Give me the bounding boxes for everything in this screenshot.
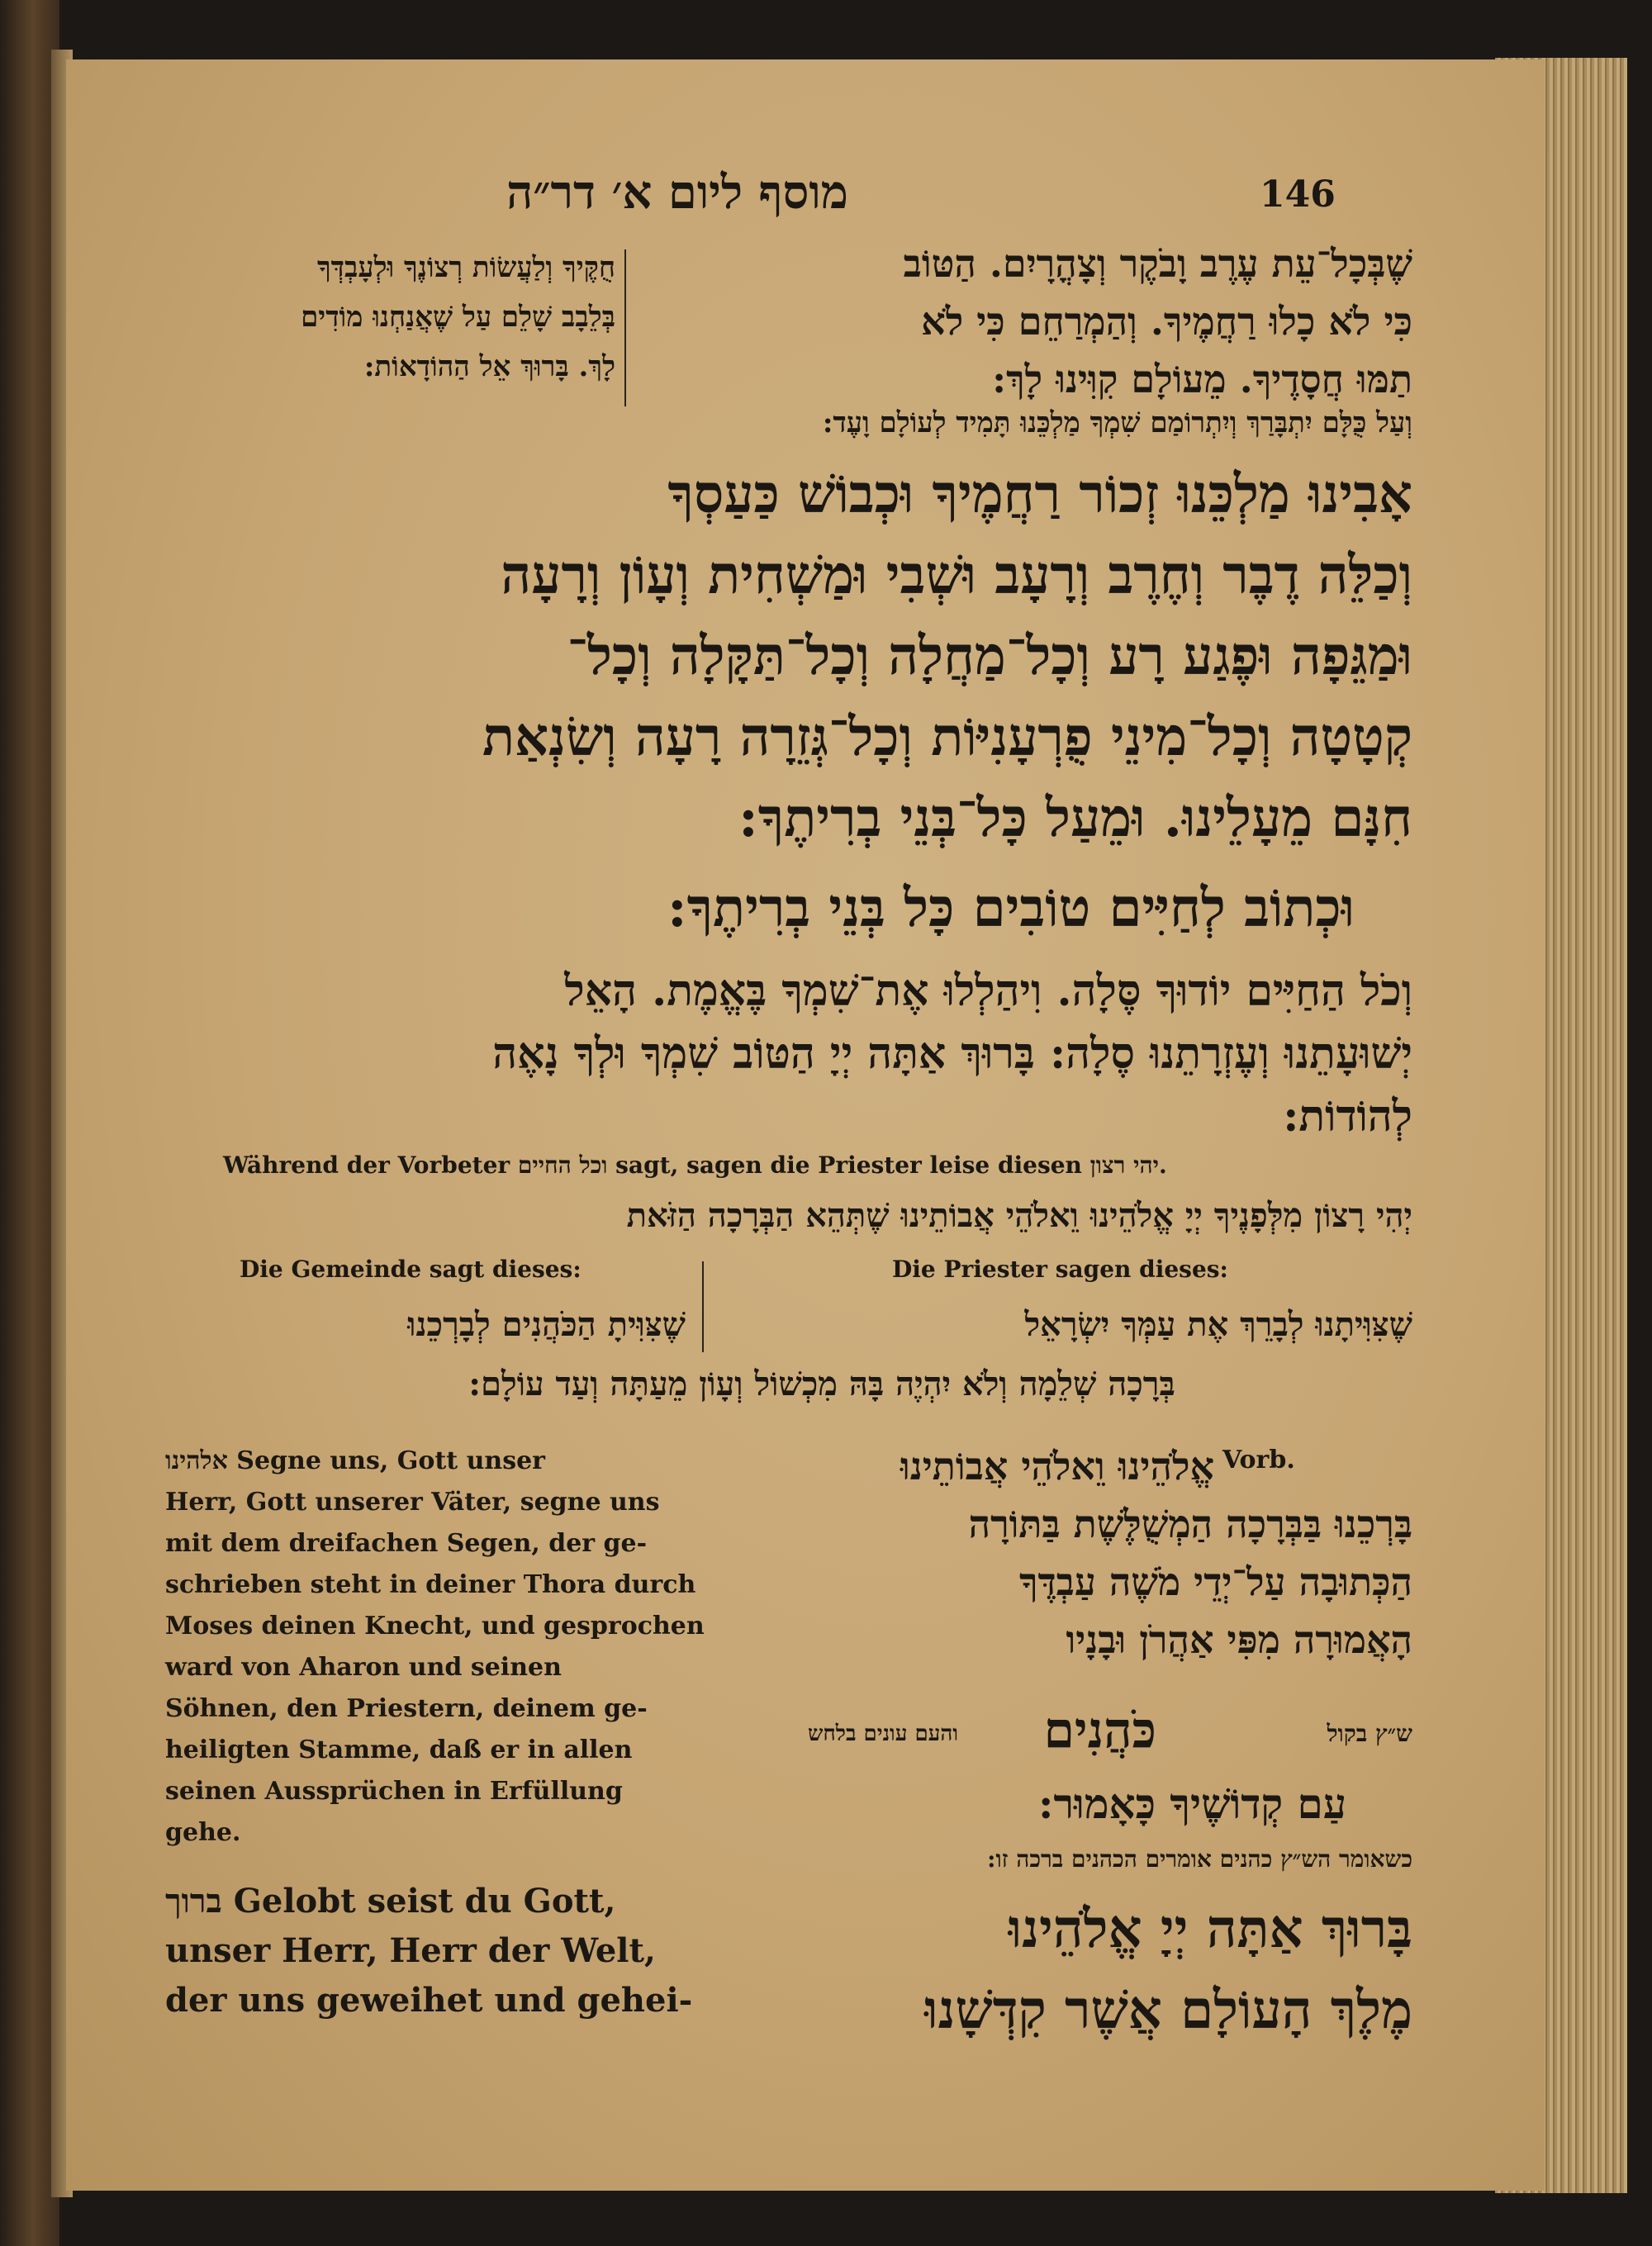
priests-label: Die Priester sagen dieses: — [892, 1256, 1228, 1283]
vorbeter-label: Vorb. — [1222, 1446, 1295, 1474]
text-line: תַמּוּ חֲסָדֶיךָ. מֵעוֹלָם קִוִּינוּ לָךְ: — [992, 357, 1412, 401]
text-line: der uns geweihet und gehei- — [165, 1981, 693, 2020]
text-line: מֶלֶךְ הָעוֹלָם אֲשֶׁר קִדְּשָׁנוּ — [924, 1979, 1412, 2041]
text-line: וּמַגֵּפָה וּפֶגַע רָע וְכָל־מַחֲלָה וְכָל־תַּקָּלָה וְכָל־ — [567, 625, 1412, 687]
text-line: אלהינו Segne uns, Gott unser — [165, 1446, 545, 1475]
text-line: אֱלֹהֵינוּ וֵאלֹהֵי אֲבוֹתֵינוּ — [900, 1444, 1214, 1489]
ukhtov-line: וּכְתוֹב לְחַיִּים טוֹבִים כָּל בְּנֵי בְרִיתֶךָ: — [667, 877, 1355, 939]
kohanim-note-left: והעם עונים בלחש — [808, 1721, 958, 1746]
text-line: ward von Aharon und seinen — [165, 1653, 562, 1682]
german-translation-2 — [165, 1877, 727, 2025]
community-label: Die Gemeinde sagt dieses: — [240, 1256, 582, 1283]
community-text: שֶׁצִּוִּיתָ הַכֹּהֲנִים לְבָרְכֵנוּ — [407, 1305, 686, 1344]
text-line: הָאֲמוּרָה מִפִּי אַהֲרֹן וּבָנָיו — [1066, 1617, 1412, 1662]
text-line: schrieben steht in deiner Thora durch — [165, 1570, 696, 1599]
priests-text: שֶׁצִּוִּיתָנוּ לְבָרֵךְ אֶת עַמְּךָ יִשְׂרָאֵל — [1024, 1305, 1412, 1344]
hebrew-right-column-cont — [719, 1495, 1412, 1669]
text-line: ברוך Gelobt seist du Gott, — [165, 1882, 616, 1921]
text-line: קְטָטָה וְכָל־מִינֵי פֻרְעָנִיּוֹת וְכָל־גְּזֵרָה רָעָה וְשִׂנְאַת — [482, 706, 1412, 768]
text-line: לָךְ. בָּרוּךְ אֵל הַהוֹדָאוֹת: — [363, 350, 615, 383]
barukh-block — [719, 1889, 1412, 2051]
text-line: בָּרְכֵנוּ בַּבְּרָכָה הַמְשֻׁלֶּשֶׁת בַּתּוֹרָה — [968, 1502, 1412, 1546]
page-number: 146 — [1260, 173, 1336, 216]
text-line: כִּי לֹא כָלוּ רַחֲמֶיךָ. וְהַמְרַחֵם כִּי לֹא — [921, 299, 1412, 344]
priest-instruction: Während der Vorbeter וכל החיים sagt, sagen die Priester leise diesen יהי רצון. — [223, 1151, 1167, 1179]
vekhol-block — [140, 960, 1412, 1148]
text-line: הַכְּתוּבָה עַל־יְדֵי מֹשֶׁה עַבְדֶּךָ — [1018, 1560, 1412, 1604]
book-page — [66, 59, 1545, 2191]
text-line: בְּלֵבָב שָׁלֵם עַל שֶׁאֲנַחְנוּ מוֹדִים — [301, 301, 615, 334]
text-line: mit dem dreifachen Segen, der ge- — [165, 1529, 648, 1558]
text-line: unser Herr, Herr der Welt, — [165, 1931, 656, 1970]
hebrew-right-column — [719, 1437, 1214, 1495]
german-translation-1 — [165, 1441, 727, 1854]
top-right-column — [628, 235, 1412, 408]
top-left-column — [157, 243, 615, 392]
text-line: בָּרוּךְ אַתָּה יְיָ אֱלֹהֵינוּ — [1008, 1898, 1412, 1960]
small-note: כשאומר הש״ץ כהנים אומרים הכהנים ברכה זו: — [987, 1845, 1412, 1873]
text-line: חֻקֶּיךָ וְלַעֲשׂוֹת רְצוֹנֶךָ וּלְעָבְדְּךָ — [316, 251, 615, 284]
split-divider — [702, 1261, 704, 1352]
text-line: שֶׁבְּכָל־עֵת עֶרֶב וָבֹקֶר וְצָהֳרָיִם. הַטּוֹב — [903, 241, 1412, 286]
column-divider — [624, 249, 626, 406]
text-line: לְהוֹדוֹת: — [1283, 1091, 1412, 1142]
text-line: gehe. — [165, 1818, 241, 1847]
avinu-malkenu-block — [140, 454, 1412, 859]
kohanim-note-right: ש״ץ בקול — [1327, 1720, 1412, 1747]
text-line: Söhnen, den Priestern, deinem ge- — [165, 1694, 648, 1723]
text-line: seinen Aussprüchen in Erfüllung — [165, 1777, 623, 1806]
text-line: וְכֹל הַחַיִּים יוֹדוּךָ סֶּלָה. וִיהַלְלוּ אֶת־שִׁמְךָ בֶּאֱמֶת. הָאֵל — [564, 966, 1412, 1016]
berakha-line: בְּרָכָה שְׁלֵמָה וְלֹא יִהְיֶה בָּהּ מִכְשׁוֹל וְעָוֹן מֵעַתָּה וְעַד עוֹלָם: — [468, 1365, 1175, 1403]
yehi-ratzon-line: יְהִי רָצוֹן מִלְּפָנֶיךָ יְיָ אֱלֹהֵינוּ וֵאלֹהֵי אֲבוֹתֵינוּ שֶׁתְּהֵא הַבְּרָכָה הַזֹּאת — [626, 1196, 1412, 1235]
text-line: וְכַלֵּה דֶבֶר וְחֶרֶב וְרָעָב וּשְׁבִי וּמַשְׁחִית וְעָוֹן וְרָעָה — [501, 544, 1412, 606]
am-kedoshekha: עַם קְדוֹשֶׁיךָ כָּאָמוּר: — [1038, 1779, 1346, 1828]
kohanim-word: כֹּהֲנִים — [1043, 1702, 1156, 1759]
full-width-line: וְעַל כֻּלָּם יִתְבָּרַךְ וְיִתְרוֹמַם שִׁמְךָ מַלְכֵּנוּ תָּמִיד לְעוֹלָם וָעֶד: — [822, 406, 1412, 439]
text-line: חִנָּם מֵעָלֵינוּ. וּמֵעַל כָּל־בְּנֵי בְרִיתֶךָ: — [738, 787, 1412, 849]
running-title: מוסף ליום א׳ דר״ה — [506, 165, 848, 220]
text-line: heiligten Stamme, daß er in allen — [165, 1736, 633, 1764]
text-line: אָבִינוּ מַלְכֵּנוּ זְכוֹר רַחֲמֶיךָ וּכְבוֹשׁ כַּעַסְךָ — [667, 463, 1412, 525]
text-line: Herr, Gott unserer Väter, segne uns — [165, 1488, 660, 1517]
text-line: יְשׁוּעָתֵנוּ וְעֶזְרָתֵנוּ סֶלָה: בָּרוּךְ אַתָּה יְיָ הַטּוֹב שִׁמְךָ וּלְךָ נָאֶה — [492, 1028, 1412, 1079]
text-line: Moses deinen Knecht, und gesprochen — [165, 1612, 705, 1641]
